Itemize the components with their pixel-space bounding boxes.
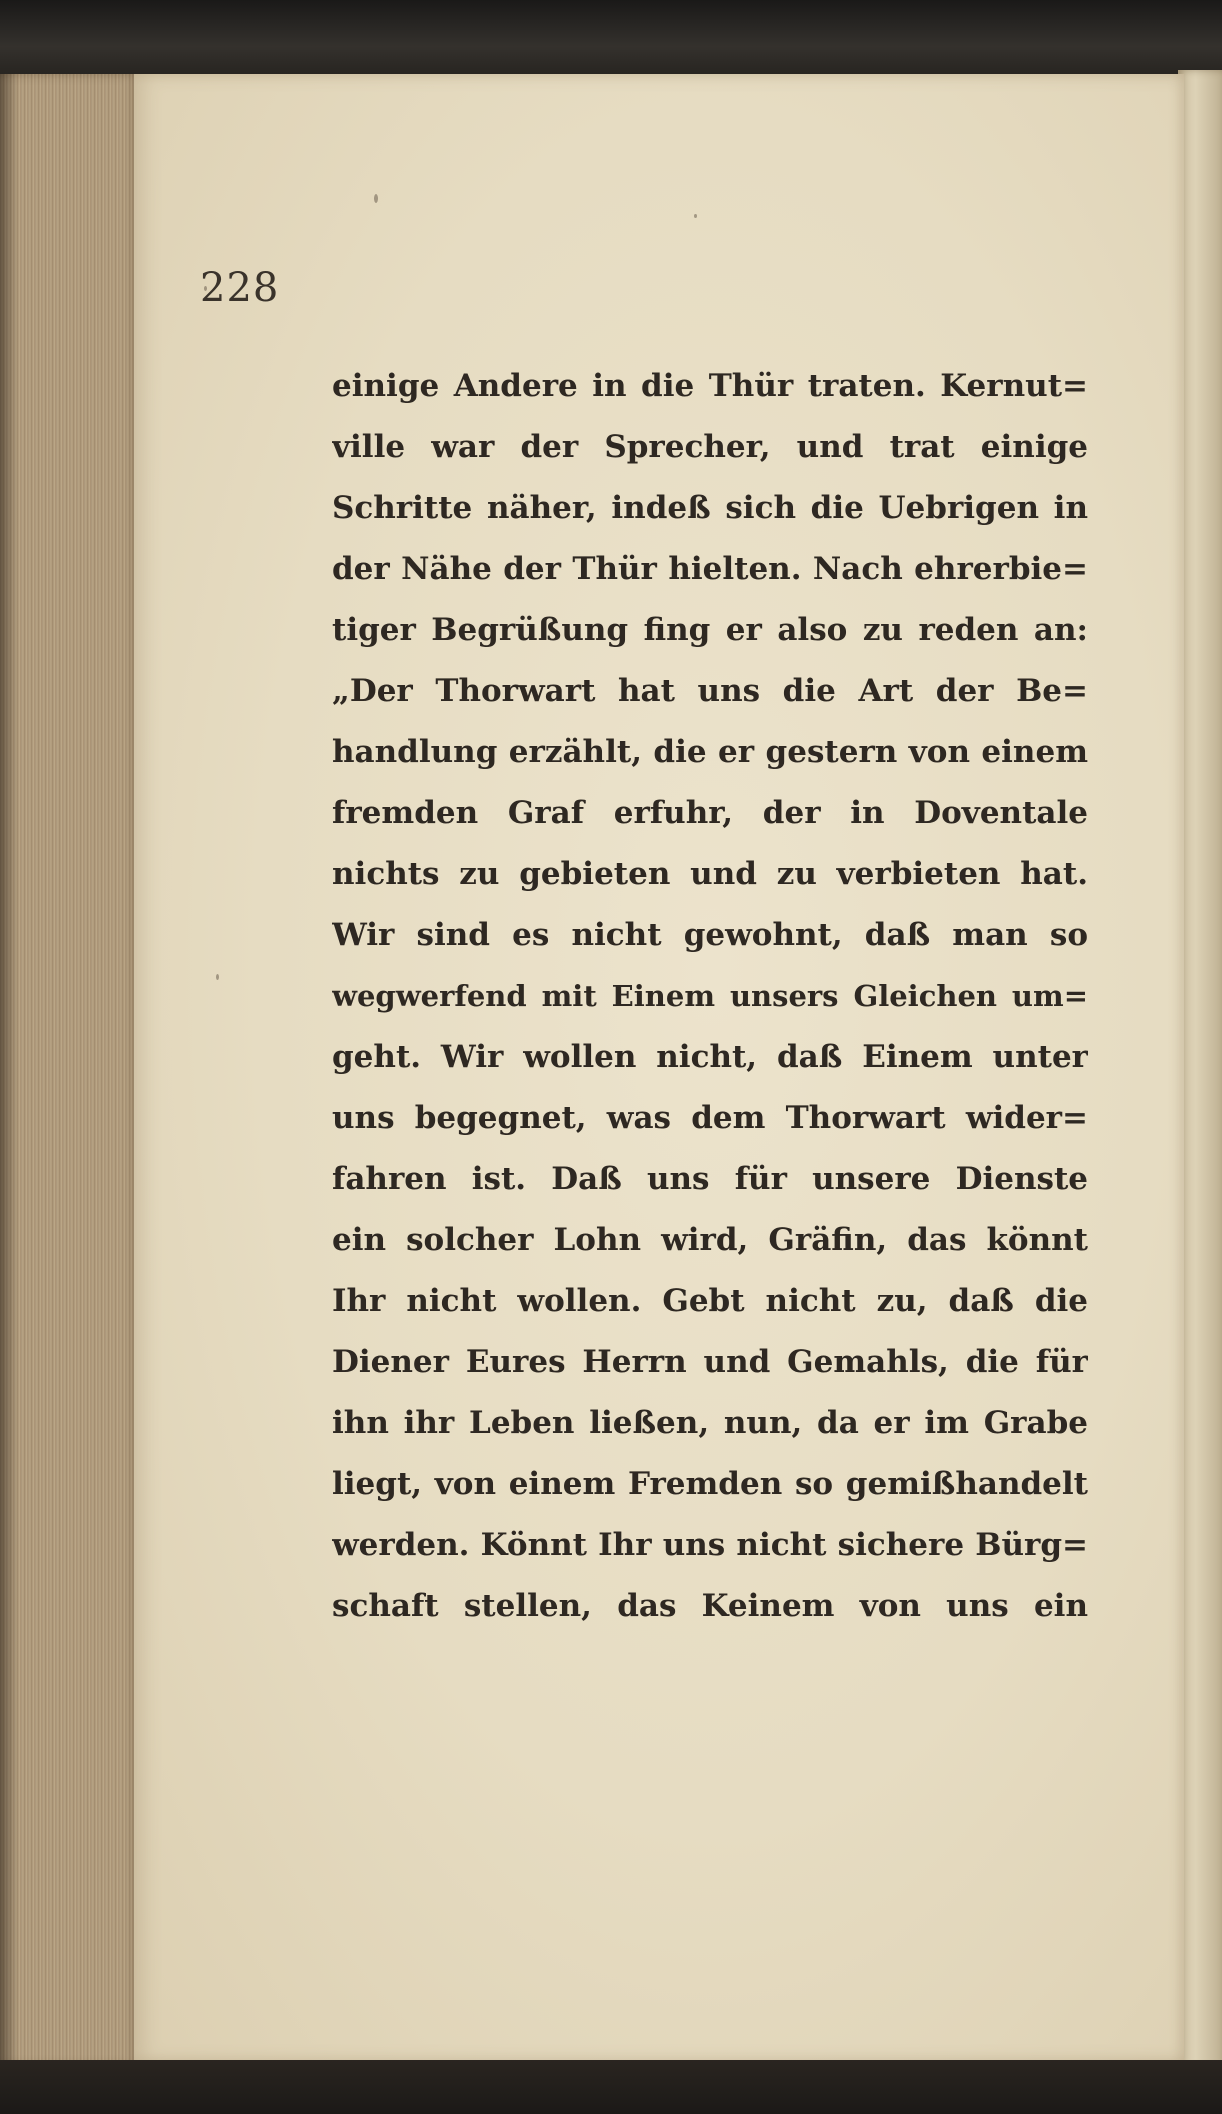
paper-speck <box>694 214 697 218</box>
text-line: Ihr nicht wollen. Gebt nicht zu, daß die <box>332 1283 1088 1319</box>
text-line: schaft stellen, das Keinem von uns ein <box>332 1588 1088 1624</box>
text-line: fahren ist. Daß uns für unsere Dienste <box>332 1161 1088 1197</box>
body-text <box>332 356 1088 1637</box>
text-line: Diener Eures Herrn und Gemahls, die für <box>332 1344 1088 1380</box>
text-line: Wir sind es nicht gewohnt, daß man so <box>332 917 1088 953</box>
text-line: ville war der Sprecher, und trat einige <box>332 429 1088 465</box>
text-line: liegt, von einem Fremden so gemißhandelt <box>332 1466 1088 1502</box>
text-line: tiger Begrüßung fing er also zu reden an: <box>332 612 1088 648</box>
text-line: einige Andere in die Thür traten. Kernut= <box>332 368 1088 404</box>
page-number: 228 <box>200 265 280 311</box>
text-line: werden. Könnt Ihr uns nicht sichere Bürg= <box>332 1527 1088 1563</box>
text-line: uns begegnet, was dem Thorwart wider= <box>332 1100 1088 1136</box>
page-stack-edges <box>0 74 140 2066</box>
book-cover-bottom <box>0 2060 1222 2114</box>
text-line: wegwerfend mit Einem unsers Gleichen um= <box>332 979 1088 1013</box>
text-line: der Nähe der Thür hielten. Nach ehrerbie= <box>332 551 1088 587</box>
text-line: fremden Graf erfuhr, der in Doventale <box>332 795 1088 831</box>
text-line: Schritte näher, indeß sich die Uebrigen in <box>332 490 1088 526</box>
book-cover-top <box>0 0 1222 78</box>
facing-page-edge <box>1178 70 1222 2068</box>
text-line: „Der Thorwart hat uns die Art der Be= <box>332 673 1088 709</box>
paper-speck <box>216 974 219 980</box>
paper-speck <box>374 194 378 203</box>
text-line: handlung erzählt, die er gestern von einem <box>332 734 1088 770</box>
text-line: nichts zu gebieten und zu verbieten hat. <box>332 856 1088 892</box>
text-line: ihn ihr Leben ließen, nun, da er im Grabe <box>332 1405 1088 1441</box>
text-line: geht. Wir wollen nicht, daß Einem unter <box>332 1039 1088 1075</box>
text-line: ein solcher Lohn wird, Gräfin, das könnt <box>332 1222 1088 1258</box>
